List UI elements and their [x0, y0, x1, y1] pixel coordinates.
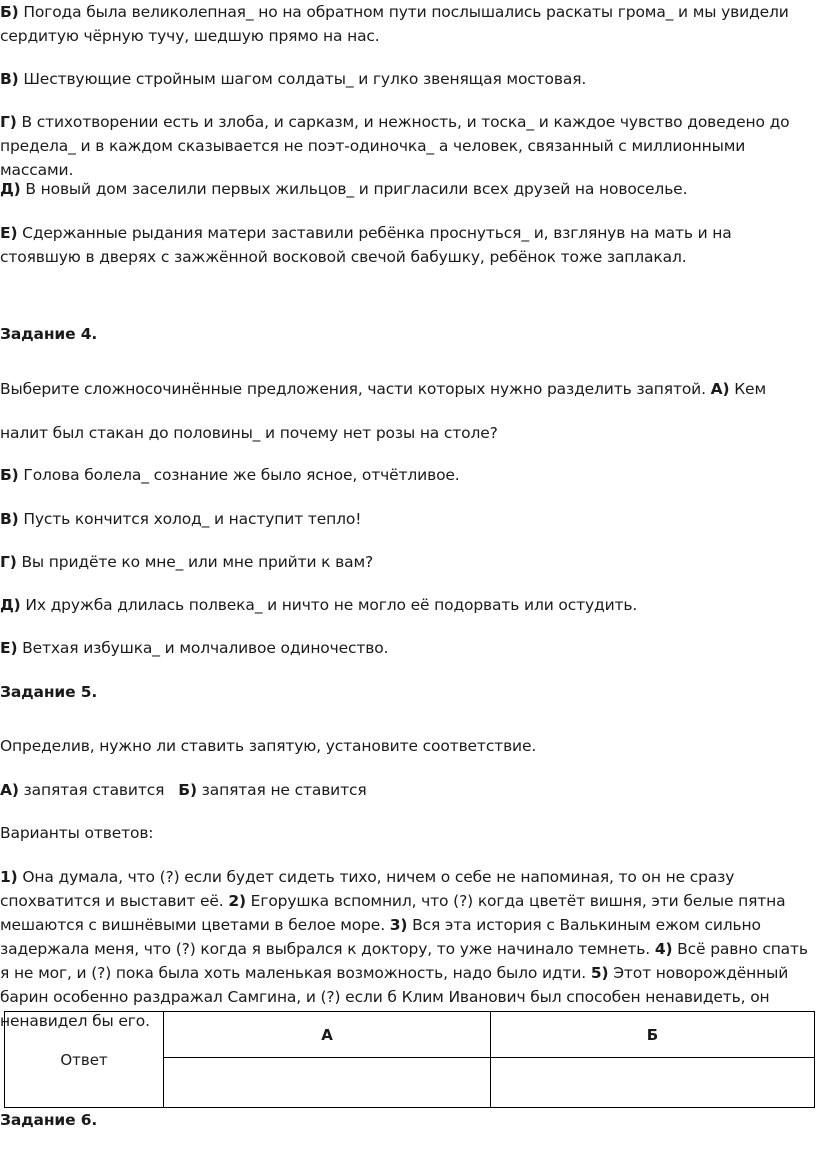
- task4-item-b: [0, 463, 816, 487]
- variant-2-num: 2): [228, 892, 246, 910]
- task4-item-e: [0, 636, 816, 660]
- variant-1-text: Она думала, что (?) если будет сидеть тихо, ничем о себе не напоминая, то он не сразу спохватится и выставит её.: [0, 868, 735, 910]
- item-text: Кем: [729, 380, 766, 398]
- task6-heading: Задание 6.: [0, 1111, 98, 1129]
- instruction-text: Выберите сложносочинённые предложения, части которых нужно разделить запятой.: [0, 380, 711, 398]
- item-letter: Г): [0, 553, 17, 571]
- item-b-prev: [0, 0, 816, 48]
- item-d-prev: [0, 177, 816, 201]
- item-text: В стихотворении есть и злоба, и сарказм, и нежность, и тоска_ и каждое чувство доведено до предела_ и в каждом сказывается не поэт-одиночка_ а человек, связанный с миллионными массами.: [0, 113, 790, 179]
- task4-heading: Задание 4.: [0, 325, 98, 343]
- item-letter: Г): [0, 113, 17, 131]
- item-v-prev: [0, 67, 816, 91]
- item-text: Погода была великолепная_ но на обратном пути послышались раскаты грома_ и мы увидели сердитую чёрную тучу, шедшую прямо на нас.: [0, 3, 789, 45]
- answer-col-a-header: А: [164, 1012, 491, 1058]
- item-g-prev: [0, 110, 812, 182]
- item-text: В новый дом заселили первых жильцов_ и пригласили всех друзей на новоселье.: [20, 180, 688, 198]
- variants-label: Варианты ответов:: [0, 824, 154, 842]
- item-text: Вы придёте ко мне_ или мне прийти к вам?: [16, 553, 374, 571]
- answer-cell-a[interactable]: [164, 1058, 491, 1108]
- item-letter: Б): [0, 466, 19, 484]
- option-b-text: запятая не ставится: [196, 781, 367, 799]
- task5-options: [0, 778, 816, 802]
- item-letter: Б): [0, 3, 19, 21]
- item-text: Их дружба длилась полвека_ и ничто не могло её подорвать или остудить.: [20, 596, 638, 614]
- item-text: Шествующие стройным шагом солдаты_ и гулко звенящая мостовая.: [18, 70, 587, 88]
- task4-item-d: [0, 593, 816, 617]
- item-e-prev: [0, 221, 790, 269]
- variant-4-num: 4): [654, 940, 673, 958]
- answer-row-label: Ответ: [5, 1012, 164, 1108]
- item-letter: Д): [0, 596, 21, 614]
- item-letter: Д): [0, 180, 21, 198]
- variant-2-text: Егорушка вспомнил, что (?) когда цветёт вишня, эти белые пятна мешаются с вишнёвыми цветами в белое море.: [0, 892, 786, 934]
- answer-table: [4, 1011, 815, 1108]
- answer-cell-b[interactable]: [491, 1058, 815, 1108]
- variant-3-num: 3): [389, 916, 408, 934]
- option-b-letter: Б): [178, 781, 197, 799]
- option-a-letter: А): [0, 781, 19, 799]
- option-a-text: запятая ставится: [18, 781, 165, 799]
- task5-instruction: Определив, нужно ли ставить запятую, установите соответствие.: [0, 737, 537, 755]
- item-letter: Е): [0, 639, 18, 657]
- item-letter: В): [0, 70, 19, 88]
- item-text: Пусть кончится холод_ и наступит тепло!: [18, 510, 362, 528]
- variant-3-text: Вся эта история с Валькиным ежом сильно задержала меня, что (?) когда я выбрался к доктору, то уже начинало темнеть.: [0, 916, 761, 958]
- item-text: Голова болела_ сознание же было ясное, отчётливое.: [18, 466, 460, 484]
- variants-paragraph: [0, 865, 808, 1033]
- item-letter: Е): [0, 224, 18, 242]
- task4-item-g: [0, 550, 816, 574]
- item-letter: В): [0, 510, 19, 528]
- variant-5-num: 5): [590, 964, 609, 982]
- item-letter: А): [710, 380, 730, 398]
- item-text: Сдержанные рыдания матери заставили ребёнка проснуться_ и, взглянув на мать и на стоявшую в дверях с зажжённой восковой свечой бабушку, ребёнок тоже заплакал.: [0, 224, 732, 266]
- variant-4-text: Всё равно спать я не мог, и (?) пока была хоть маленькая возможность, надо было идти.: [0, 940, 808, 982]
- answer-col-b-header: Б: [491, 1012, 815, 1058]
- task5-heading: Задание 5.: [0, 683, 98, 701]
- item-text: Ветхая избушка_ и молчаливое одиночество.: [17, 639, 389, 657]
- task4-item-v: [0, 507, 816, 531]
- task4-instruction: [0, 377, 816, 401]
- variant-5-text: Этот новорождённый барин особенно раздражал Самгина, и (?) если б Клим Иванович был способен ненавидеть, он ненавидел бы его.: [0, 964, 789, 1030]
- task4-item-a-cont: налит был стакан до половины_ и почему нет розы на столе?: [0, 424, 498, 442]
- variant-1-num: 1): [0, 868, 18, 886]
